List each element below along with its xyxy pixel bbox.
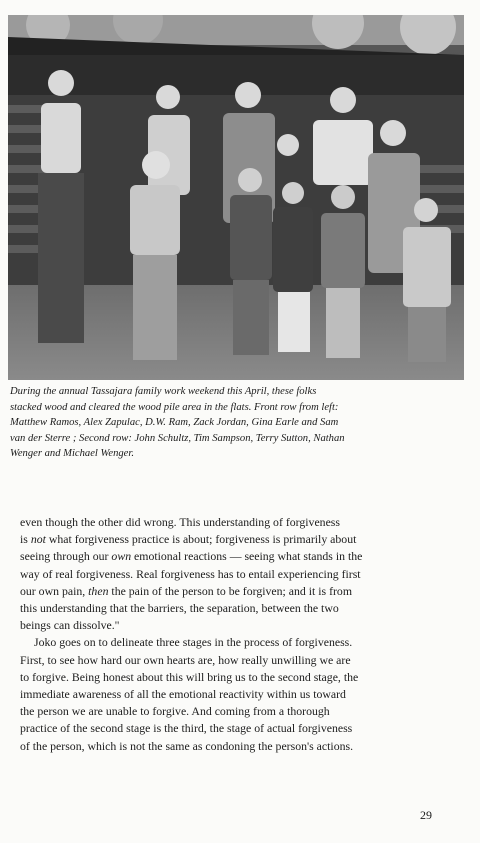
caption-line: van der Sterre ; Second row: John Schultz, Tim Sampson, Terry Sutton, Nathan xyxy=(10,432,345,444)
photo-caption xyxy=(10,384,462,462)
caption-line: During the annual Tassajara family work weekend this April, these folks xyxy=(10,386,317,397)
caption-line: Wenger and Michael Wenger. xyxy=(10,448,134,460)
body-line: Joko goes on to delineate three stages in the process of forgiveness. xyxy=(34,635,353,650)
emphasis: own xyxy=(111,549,132,564)
body-line: the person we are unable to forgive. And coming from a thorough xyxy=(20,704,330,719)
body-line: our own pain, then the pain of the person to be forgiven; and it is from xyxy=(20,583,352,598)
emphasis: not xyxy=(30,532,46,547)
body-text xyxy=(20,514,465,755)
body-line: is not what forgiveness practice is about; forgiveness is primarily about xyxy=(20,532,357,547)
body-line: First, to see how hard our own hearts are, how really unwilling we are xyxy=(20,652,351,667)
body-line: even though the other did wrong. This understanding of forgiveness xyxy=(20,515,340,529)
group-photo xyxy=(8,15,464,380)
body-line: immediate awareness of all the emotional reactivity within us toward xyxy=(20,687,346,702)
body-line: seeing through our own emotional reactions — seeing what stands in the xyxy=(20,549,363,564)
body-line: beings can dissolve." xyxy=(20,618,120,633)
caption-line: stacked wood and cleared the wood pile area in the flats. Front row from left: xyxy=(10,401,339,413)
body-line: way of real forgiveness. Real forgiveness has to entail experiencing first xyxy=(20,566,361,581)
photo-illustration xyxy=(8,15,464,380)
emphasis: then xyxy=(88,583,109,598)
page-number: 29 xyxy=(420,808,432,822)
caption-line: Matthew Ramos, Alex Zapulac, D.W. Ram, Zack Jordan, Gina Earle and Sam xyxy=(10,417,339,429)
body-line: practice of the second stage is the third, the stage of actual forgiveness xyxy=(20,721,353,736)
body-line: of the person, which is not the same as condoning the person's actions. xyxy=(20,738,354,753)
body-line: this understanding that the barriers, the separation, between the two xyxy=(20,601,339,616)
body-line: to forgive. Being honest about this will bring us to the second stage, the xyxy=(20,669,359,684)
